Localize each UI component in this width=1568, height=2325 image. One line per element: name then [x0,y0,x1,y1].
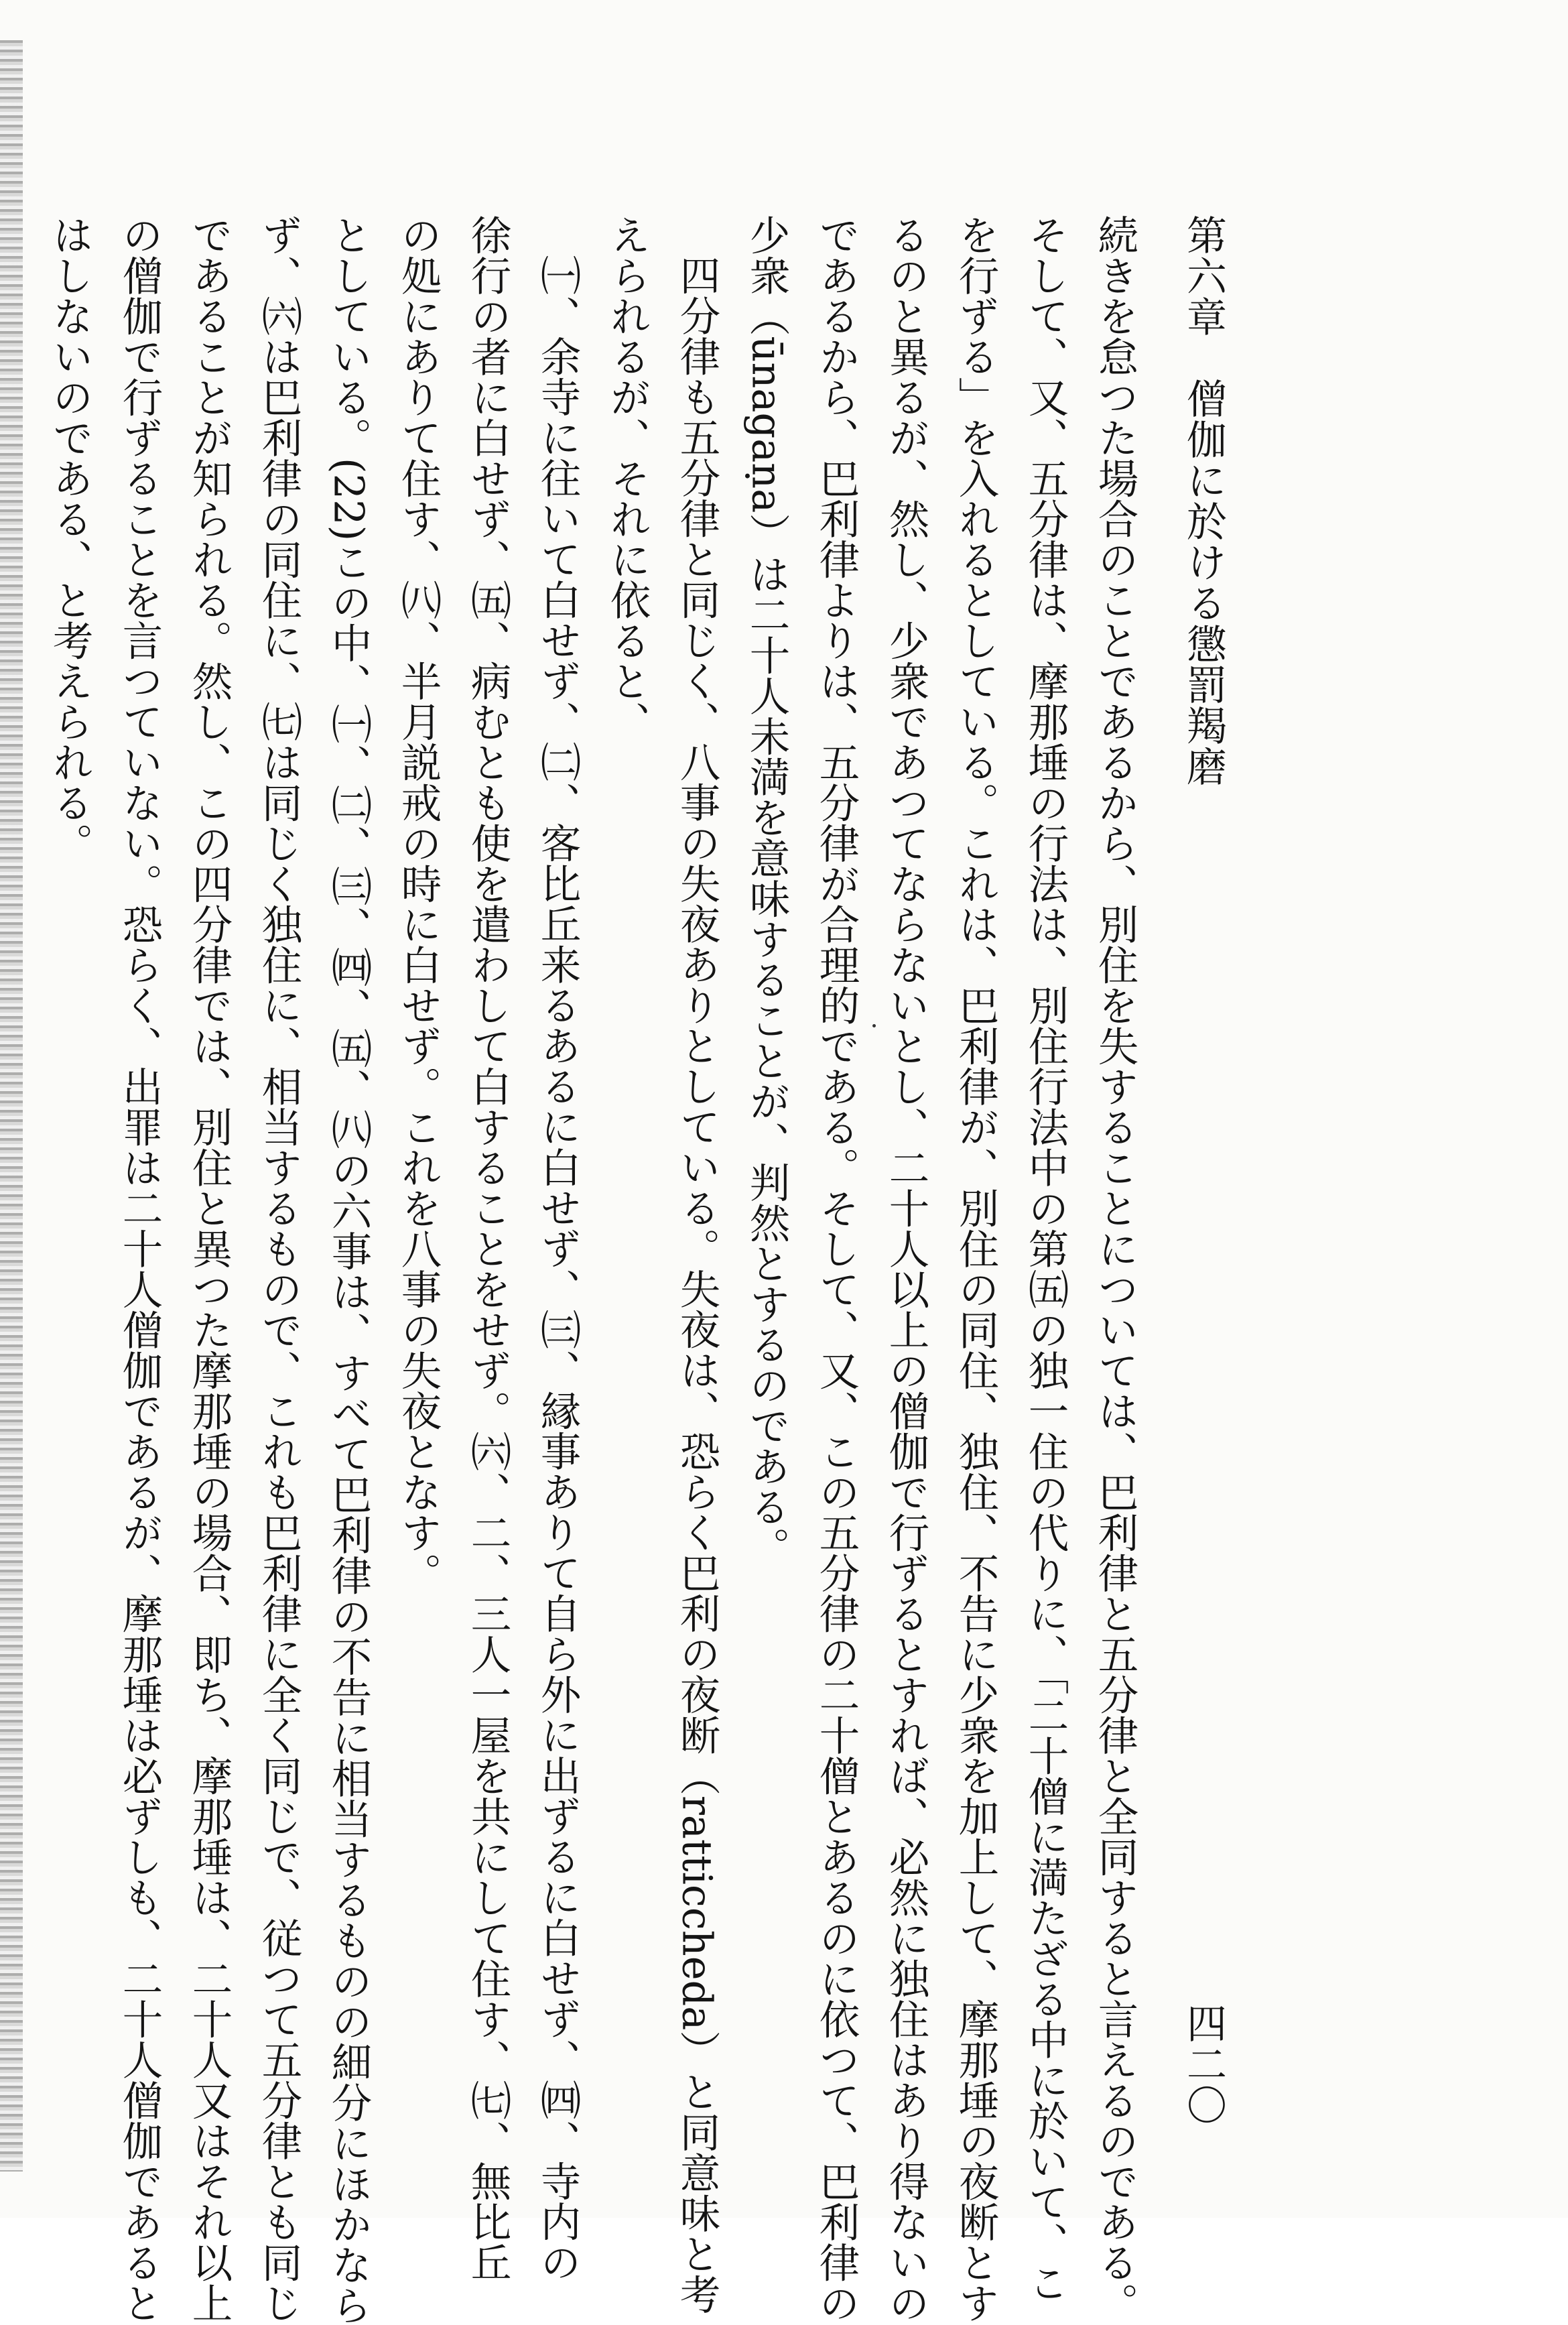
text-line: るのと異るが、然し、少衆であつてならないとし、二十人以上の僧伽で行ずるとすれば、必然に独住はあり得ないの [882,214,929,2323]
text-line: であるから、巴利律よりは、五分律が合理的である。そして、又、この五分律の二十僧とあるのに依つて、巴利律の [812,214,860,2323]
text-line: の僧伽で行ずることを言つていない。恐らく、出罪は二十人僧伽であるが、摩那埵は必ずしも、二十人僧伽であると [115,214,163,2323]
text-line: 少衆（ūnagaṇa）は二十人未満を意味することが、判然とするのである。 [742,214,790,1568]
text-line: ㈠、余寺に往いて白せず、㈡、客比丘来るあるに白せず、㈢、縁事ありて自ら外に出ずるに白せず、㈣、寺内の [533,255,581,2282]
scan-speck [872,1024,876,1027]
text-line: 続きを怠つた場合のことであるから、別住を失することについては、巴利律と五分律と全同すると言えるのである。 [1091,214,1138,2323]
text-line: そして、又、五分律は、摩那埵の行法は、別住行法中の第㈤の独一住の代りに、「二十僧に満たざる中に於いて、こ [1021,214,1069,2303]
text-line: の処にありて住す、㈧、半月説戒の時に白せず。これを八事の失夜となす。 [394,214,442,1593]
text-line: はしないのである、と考えられる。 [46,214,93,863]
text-line: 徐行の者に白せず、㈤、病むとも使を遣わして白することをせず。㈥、二、三人一屋を共にして住す、㈦、無比丘 [464,214,511,2283]
text-line: えられるが、それに依ると、 [603,214,651,742]
text-line: を行ずる」を入れるとしている。これは、巴利律が、別住の同住、独住、不告に少衆を加上して、摩那埵の夜断とす [952,214,999,2323]
page-number: 四二〇 [1180,2003,1227,2125]
text-line: 四分律も五分律と同じく、八事の失夜ありとしている。失夜は、恐らく巴利の夜断（ratticcheda）と同意味と考 [673,255,720,2314]
scan-shadow-edge [0,40,23,2172]
text-line: ず、㈥は巴利律の同住に、㈦は同じく独住に、相当するもので、これも巴利律に全く同じで、従つて五分律とも同じ [255,214,302,2323]
chapter-title: 第六章 僧伽に於ける懲罰羯磨 [1180,214,1227,787]
text-line: であることが知られる。然し、この四分律では、別住と異つた摩那埵の場合、即ち、摩那埵は、二十人又はそれ以上 [185,214,233,2323]
text-line: としている。(22)この中、㈠、㈡、㈢、㈣、㈤、㈧の六事は、すべて巴利律の不告に相当するものの細分にほかなら [324,214,372,2325]
